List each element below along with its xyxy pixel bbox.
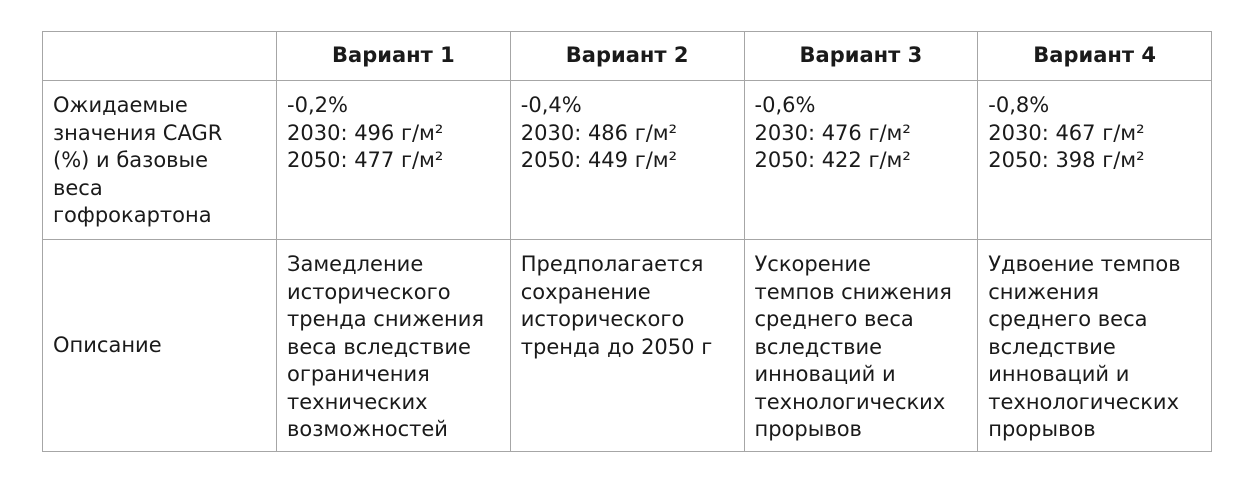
description-text: Предполагается сохранение исторического тренда до 2050 г [520,252,713,359]
header-variant-2: Вариант 2 [510,32,744,81]
weight-2050: 2050: 477 г/м² [287,148,444,172]
cagr-value: -0,8% [988,93,1050,117]
description-text: Ускорение темпов снижения среднего веса вследствие инноваций и технологических прорывов [754,252,952,441]
cagr-cell-variant-4 [978,81,1212,240]
cagr-value: -0,2% [287,93,348,117]
weight-2030: 2030: 476 г/м² [754,120,911,145]
weight-2030: 2030: 486 г/м² [520,120,678,145]
row-label-description: Описание [43,240,277,452]
cagr-value: -0,6% [754,93,816,117]
description-cell-variant-2 [510,240,744,452]
weight-2050: 2050: 449 г/м² [520,148,678,172]
row-label-cagr [43,81,277,240]
header-variant-4: Вариант 4 [978,32,1212,81]
weight-2030: 2030: 467 г/м² [988,120,1145,145]
description-text: Удвоение темпов снижения среднего веса вследствие инноваций и технологических прорывов [988,252,1181,441]
weight-2030: 2030: 496 г/м² [287,120,444,145]
description-text: Замедление исторического тренда снижения веса вследствие ограничения технических возможностей [287,252,485,441]
weight-2050: 2050: 422 г/м² [754,148,911,172]
table-header-row [43,32,1212,81]
description-cell-variant-4 [978,240,1212,452]
cagr-cell-variant-2 [510,81,744,240]
description-cell-variant-3 [744,240,978,452]
weight-2050: 2050: 398 г/м² [988,148,1145,172]
table-row-description [43,240,1212,452]
row-label-cagr-text: Ожидаемые значения CAGR (%) и базовые веса гофрокартона [53,93,223,227]
header-variant-1: Вариант 1 [277,32,511,81]
table-row-cagr [43,81,1212,240]
cagr-cell-variant-3 [744,81,978,240]
cagr-cell-variant-1 [277,81,511,240]
cagr-value: -0,4% [520,93,582,117]
variants-table [42,31,1212,452]
header-variant-3: Вариант 3 [744,32,978,81]
header-corner-cell [43,32,277,81]
description-cell-variant-1 [277,240,511,452]
